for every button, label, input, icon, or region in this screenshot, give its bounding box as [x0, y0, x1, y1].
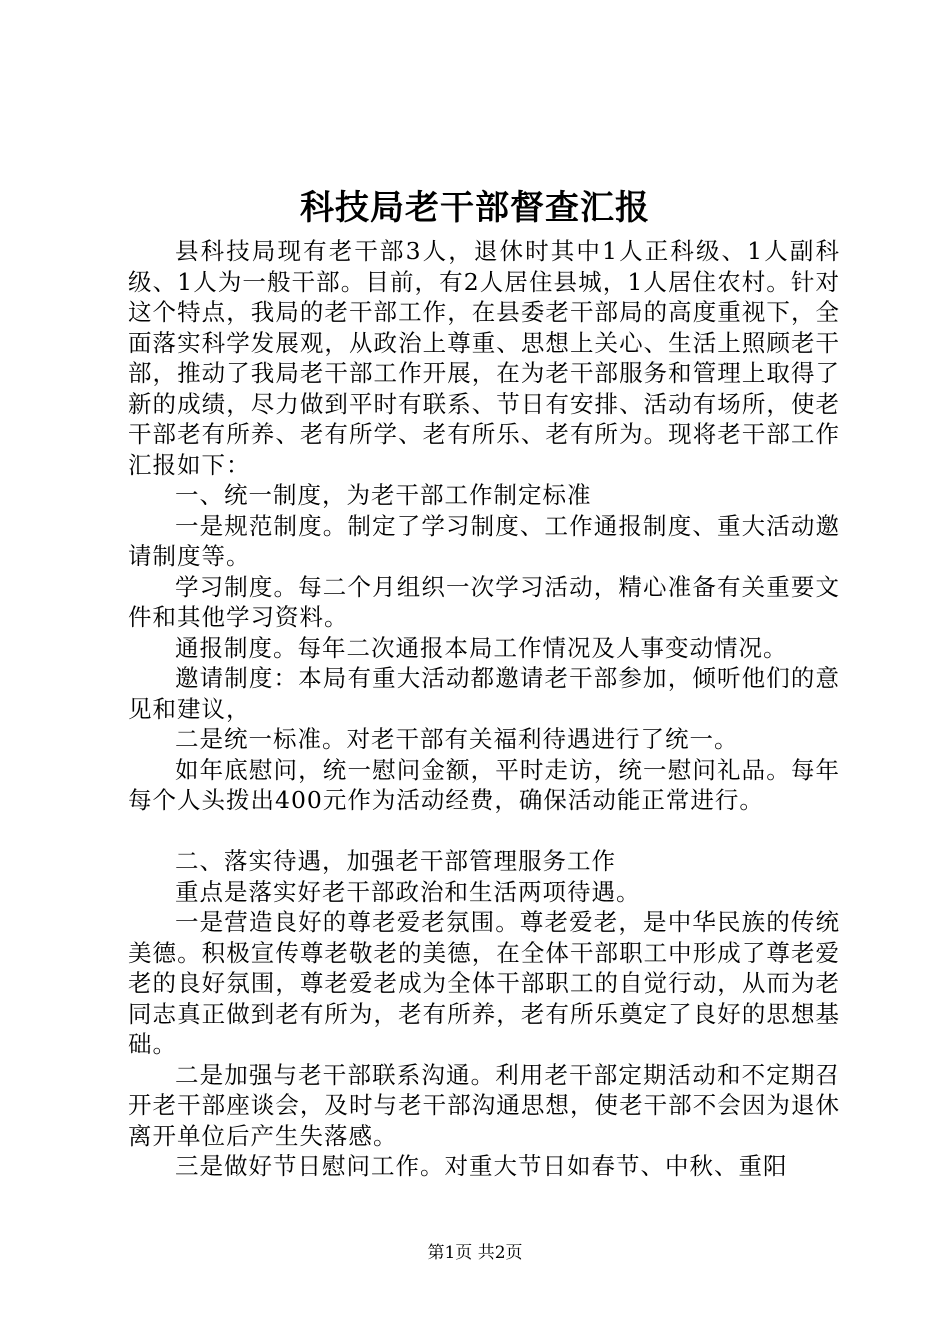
paragraph: 二是统一标准。对老干部有关福利待遇进行了统一。: [175, 725, 739, 753]
paragraph-intro: 县科技局现有老干部3人，退休时其中1人正科级、1人副科级、1人为一般干部。目前，有2人居住县城，1人居住农村。针对这个特点，我局的老干部工作，在县委老干部局的高度重视下，全面落实科学发展观，从政治上尊重、思想上关心、生活上照顾老干部，推动了我局老干部工作开展，在为老干部服务和管理上取得了新的成绩，尽力做到平时有联系、节日有安排、活动有场所，使老干部老有所养、老有所学、老有所乐、老有所为。现将老干部工作汇报如下：: [128, 237, 840, 479]
paragraph: 如年底慰问，统一慰问金额，平时走访，统一慰问礼品。每年每个人头拨出400元作为活动经费，确保活动能正常进行。: [128, 755, 840, 814]
page-number-footer: 第1页 共2页: [427, 1243, 523, 1263]
paragraph: 重点是落实好老干部政治和生活两项待遇。: [175, 877, 641, 906]
paragraph: 二是加强与老干部联系沟通。利用老干部定期活动和不定期召开老干部座谈会，及时与老干部沟通思想，使老干部不会因为退休离开单位后产生失落感。: [128, 1060, 840, 1150]
section-heading-2: 二、落实待遇，加强老干部管理服务工作: [175, 847, 616, 875]
paragraph: 学习制度。每二个月组织一次学习活动，精心准备有关重要文件和其他学习资料。: [128, 572, 840, 631]
document-body: [128, 236, 840, 1182]
paragraph: 邀请制度：本局有重大活动都邀请老干部参加，倾听他们的意见和建议，: [128, 664, 840, 723]
paragraph: 三是做好节日慰问工作。对重大节日如春节、中秋、重阳: [175, 1152, 788, 1180]
paragraph: 一是营造良好的尊老爱老氛围。尊老爱老，是中华民族的传统美德。积极宣传尊老敬老的美德，在全体干部职工中形成了尊老爱老的良好氛围，尊老爱老成为全体干部职工的自觉行动，从而为老同志真正做到老有所为，老有所养，老有所乐奠定了良好的思想基础。: [128, 908, 840, 1058]
paragraph: 通报制度。每年二次通报本局工作情况及人事变动情况。: [175, 633, 788, 662]
document-title: 科技局老干部督查汇报: [300, 188, 650, 228]
paragraph: 一是规范制度。制定了学习制度、工作通报制度、重大活动邀请制度等。: [128, 511, 840, 570]
section-heading-1: 一、统一制度，为老干部工作制定标准: [175, 481, 592, 509]
